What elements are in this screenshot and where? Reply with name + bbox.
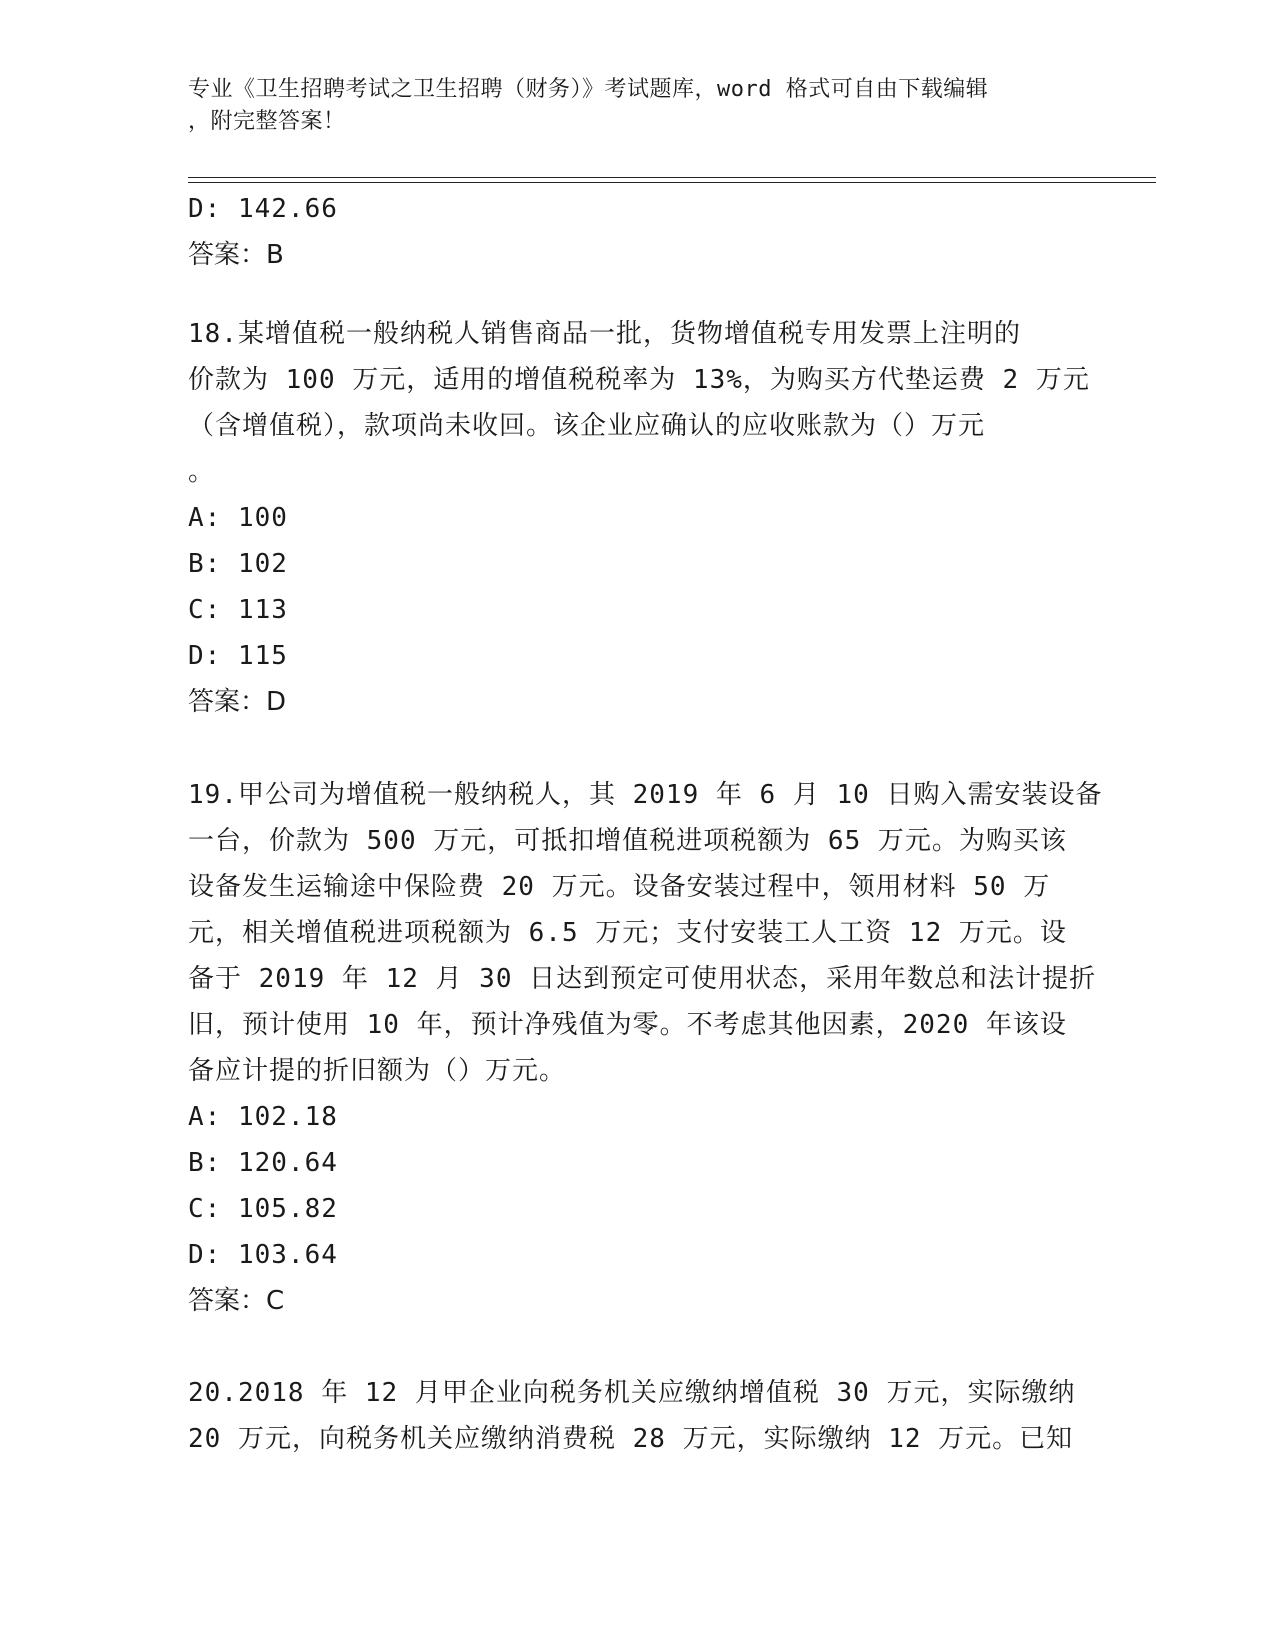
prev-question-tail: [188, 186, 1088, 278]
question-text-line: 18.某增值税一般纳税人销售商品一批，货物增值税专用发票上注明的: [188, 319, 1021, 349]
question-text-line: 元，相关增值税进项税额为 6.5 万元；支付安装工人工资 12 万元。设: [188, 918, 1067, 948]
page-header: [188, 74, 1088, 138]
question-text-line: 备应计提的折旧额为（）万元。: [188, 1056, 567, 1086]
option-c: C: 105.82: [188, 1194, 338, 1224]
question-text-line: （含增值税），款项尚未收回。该企业应确认的应收账款为（）万元: [188, 411, 986, 441]
question-text-line: 价款为 100 万元，适用的增值税税率为 13%，为购买方代垫运费 2 万元: [188, 365, 1090, 395]
option-d: D: 103.64: [188, 1240, 338, 1270]
question-18: [188, 311, 1088, 725]
option-a: A: 102.18: [188, 1102, 338, 1132]
question-text-line: 设备发生运输途中保险费 20 万元。设备安装过程中，领用材料 50 万: [188, 872, 1051, 902]
question-text-line: 旧，预计使用 10 年，预计净残值为零。不考虑其他因素，2020 年该设: [188, 1010, 1067, 1040]
answer-line: 答案：B: [188, 240, 284, 270]
option-a: A: 100: [188, 503, 288, 533]
question-20: [188, 1370, 1088, 1462]
header-line-1: 专业《卫生招聘考试之卫生招聘（财务）》考试题库，word 格式可自由下载编辑: [188, 77, 989, 102]
question-text-line: 20 万元，向税务机关应缴纳消费税 28 万元，实际缴纳 12 万元。已知: [188, 1424, 1074, 1454]
question-text-line: 19.甲公司为增值税一般纳税人，其 2019 年 6 月 10 日购入需安装设备: [188, 780, 1103, 810]
answer-line: 答案：D: [188, 687, 287, 717]
option-b: B: 120.64: [188, 1148, 338, 1178]
answer-line: 答案：C: [188, 1286, 285, 1316]
header-divider-bottom: [188, 182, 1156, 183]
header-divider-top: [188, 177, 1156, 178]
question-text-line: 。: [188, 457, 216, 487]
question-19: [188, 772, 1103, 1324]
question-text-line: 一台，价款为 500 万元，可抵扣增值税进项税额为 65 万元。为购买该: [188, 826, 1067, 856]
option-d: D: 115: [188, 641, 288, 671]
question-text-line: 备于 2019 年 12 月 30 日达到预定可使用状态，采用年数总和法计提折: [188, 964, 1097, 994]
option-d: D: 142.66: [188, 194, 338, 224]
header-line-2: ，附完整答案！: [188, 109, 346, 134]
option-b: B: 102: [188, 549, 288, 579]
option-c: C: 113: [188, 595, 288, 625]
question-text-line: 20.2018 年 12 月甲企业向税务机关应缴纳增值税 30 万元，实际缴纳: [188, 1378, 1076, 1408]
